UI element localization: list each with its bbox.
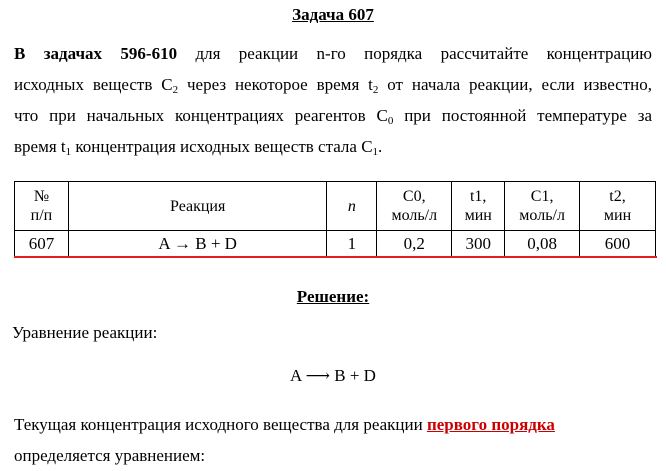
explanation-line: Текущая концентрация исходного вещества для реакции [14, 415, 427, 434]
header-num: № п/п [15, 182, 69, 231]
statement-line-4 [14, 131, 652, 162]
statement-text: что при начальных концентрациях реагентов C [14, 106, 388, 125]
header-t2: t2, мин [580, 182, 656, 231]
cell-t1: 300 [452, 231, 505, 258]
statement-line-3 [14, 100, 652, 131]
page-title: Задача 607 [292, 5, 374, 24]
subscript: 1 [372, 146, 379, 158]
data-table [14, 181, 656, 258]
header-c1: C1, моль/л [505, 182, 580, 231]
subscript: 2 [372, 84, 379, 96]
cell-n: 1 [327, 231, 377, 258]
cell-t2: 600 [580, 231, 656, 258]
statement-text: через некоторое время t [178, 75, 373, 94]
table-row [15, 231, 656, 258]
red-underline [14, 256, 657, 258]
subscript: 1 [65, 146, 72, 158]
statement-line-1 [14, 38, 652, 69]
statement-text: при постоянной температуре за [393, 106, 653, 125]
statement-bold: В задачах 596-610 [14, 44, 178, 63]
cell-c1: 0,08 [505, 231, 580, 258]
subscript: 2 [172, 84, 179, 96]
table-header-row [15, 182, 656, 231]
equation-label: Уравнение реакции: [12, 323, 158, 342]
cell-reaction: A → B + D [68, 231, 327, 258]
cell-num: 607 [15, 231, 69, 258]
explanation-text [14, 409, 652, 471]
header-c0: C0, моль/л [377, 182, 452, 231]
statement-text: от начала реакции, если известно, [378, 75, 653, 94]
solution-title: Решение: [296, 287, 370, 306]
highlight-first-order: первого порядка [426, 415, 555, 434]
statement-text: концентрация исходных веществ стала C [71, 137, 373, 156]
statement-text: время t [14, 137, 66, 156]
statement-text: исходных веществ C [14, 75, 173, 94]
subscript: 0 [387, 115, 394, 127]
header-t1: t1, мин [452, 182, 505, 231]
statement-text: . [378, 137, 383, 156]
statement-line-2 [14, 69, 652, 100]
statement-text: для реакции n-го порядка рассчитайте концентрацию [177, 44, 652, 63]
problem-statement [14, 38, 652, 162]
explanation-line-2: определяется уравнением: [14, 446, 206, 465]
reaction-equation: A ⟶ B + D [290, 366, 376, 385]
header-n: n [327, 182, 377, 231]
cell-c0: 0,2 [377, 231, 452, 258]
header-reaction: Реакция [68, 182, 327, 231]
